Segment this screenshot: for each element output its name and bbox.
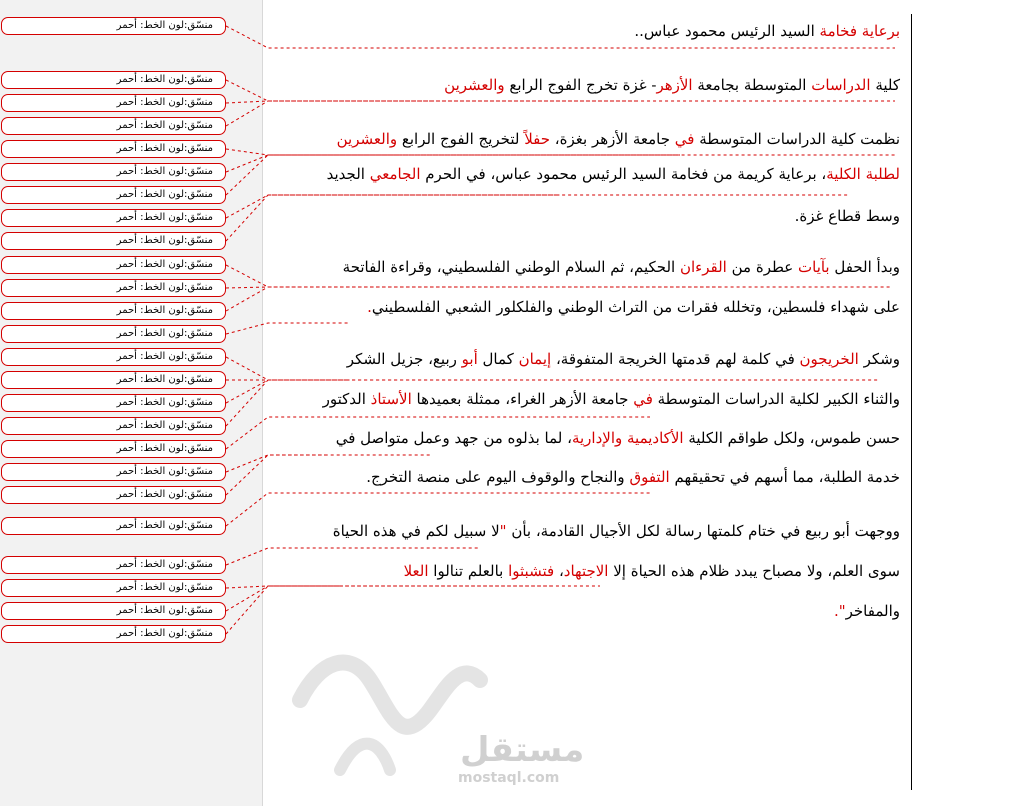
formatted-run: " xyxy=(499,522,507,540)
formatted-run: القرءان xyxy=(680,258,727,276)
format-change-balloon[interactable]: منسّق:لون الخط: أحمر xyxy=(1,463,226,481)
text-run: والمفاخر xyxy=(845,602,900,620)
format-change-balloon[interactable]: منسّق:لون الخط: أحمر xyxy=(1,417,226,435)
formatted-run: الجامعي xyxy=(369,165,421,183)
paragraph-5-line-2 xyxy=(323,390,900,408)
text-run: جامعة الأزهر الغراء، ممثلة بعميدها xyxy=(411,390,634,408)
formatted-run: في xyxy=(674,130,695,148)
paragraph-1-line-1 xyxy=(634,22,900,40)
text-run: كلية xyxy=(870,76,900,94)
paragraph-3-line-3 xyxy=(795,207,900,225)
text-run: نظمت كلية الدراسات المتوسطة xyxy=(694,130,900,148)
formatted-run: الدراسات xyxy=(811,76,871,94)
text-run: ، xyxy=(554,562,564,580)
text-run: لا سبيل لكم في هذه الحياة xyxy=(332,522,500,540)
formatted-run: أبو xyxy=(461,350,478,368)
format-change-balloon[interactable]: منسّق:لون الخط: أحمر xyxy=(1,486,226,504)
text-run: والنجاح والوقوف اليوم على منصة التخرج. xyxy=(366,468,630,486)
text-run: - غزة تخرج الفوج الرابع xyxy=(504,76,657,94)
paragraph-5-line-1 xyxy=(347,350,900,368)
paragraph-5-line-3 xyxy=(336,429,900,447)
format-change-balloon[interactable]: منسّق:لون الخط: أحمر xyxy=(1,256,226,274)
formatted-run: إيمان xyxy=(518,350,552,368)
formatted-run: بآيات xyxy=(798,258,830,276)
paragraph-6-line-3 xyxy=(834,602,900,620)
watermark-arabic: مستقل xyxy=(460,730,585,770)
formatted-run: لطلبة الكلية xyxy=(826,165,900,183)
text-run: جامعة الأزهر بغزة، xyxy=(550,130,675,148)
paragraph-4-line-1 xyxy=(343,258,900,276)
format-change-balloon[interactable]: منسّق:لون الخط: أحمر xyxy=(1,94,226,112)
text-run: ، لما بذلوه من جهد وعمل متواصل في xyxy=(335,429,572,447)
paragraph-3-line-1 xyxy=(337,130,900,148)
paragraph-3-line-2 xyxy=(327,165,900,183)
text-run: في كلمة لهم قدمتها الخريجة المتفوقة، xyxy=(551,350,800,368)
text-run: لتخريج الفوج الرابع xyxy=(397,130,525,148)
formatted-run: فتشبثوا xyxy=(508,562,555,580)
formatted-run: . xyxy=(367,298,372,316)
text-run: ربيع، جزيل الشكر xyxy=(346,350,462,368)
formatted-run: ". xyxy=(833,602,846,620)
format-change-balloon[interactable]: منسّق:لون الخط: أحمر xyxy=(1,140,226,158)
text-run: الدكتور xyxy=(322,390,371,408)
formatted-run: والعشرين xyxy=(444,76,505,94)
text-run: بالعلم تنالوا xyxy=(428,562,509,580)
text-run: سوى العلم، ولا مصباح يبدد ظلام هذه الحياة إلا xyxy=(608,562,900,580)
format-change-balloon[interactable]: منسّق:لون الخط: أحمر xyxy=(1,602,226,620)
text-run: ووجهت أبو ربيع في ختام كلمتها رسالة لكل الأجيال القادمة، بأن xyxy=(506,522,900,540)
format-change-balloon[interactable]: منسّق:لون الخط: أحمر xyxy=(1,517,226,535)
text-run: ، برعاية كريمة من فخامة السيد الرئيس محمود عباس، في الحرم xyxy=(420,165,827,183)
format-change-balloon[interactable]: منسّق:لون الخط: أحمر xyxy=(1,279,226,297)
formatted-run: برعاية فخامة xyxy=(819,22,900,40)
text-run: خدمة الطلبة، مما أسهم في تحقيقهم xyxy=(669,468,900,486)
format-change-balloon[interactable]: منسّق:لون الخط: أحمر xyxy=(1,348,226,366)
watermark-latin: mostaql.com xyxy=(458,770,560,786)
format-change-balloon[interactable]: منسّق:لون الخط: أحمر xyxy=(1,71,226,89)
watermark xyxy=(280,620,600,800)
format-change-balloon[interactable]: منسّق:لون الخط: أحمر xyxy=(1,556,226,574)
format-change-balloon[interactable]: منسّق:لون الخط: أحمر xyxy=(1,232,226,250)
formatted-run: الاجتهاد xyxy=(563,562,609,580)
format-change-balloon[interactable]: منسّق:لون الخط: أحمر xyxy=(1,394,226,412)
text-run: حسن طموس، ولكل طواقم الكلية xyxy=(683,429,900,447)
format-change-balloon[interactable]: منسّق:لون الخط: أحمر xyxy=(1,625,226,643)
text-run: كمال xyxy=(477,350,519,368)
text-run: عطرة من xyxy=(726,258,798,276)
text-run: وبدأ الحفل xyxy=(829,258,900,276)
formatted-run: حفلاً xyxy=(524,130,551,148)
format-change-balloon[interactable]: منسّق:لون الخط: أحمر xyxy=(1,325,226,343)
formatted-run: الأستاذ xyxy=(370,390,412,408)
format-change-balloon[interactable]: منسّق:لون الخط: أحمر xyxy=(1,371,226,389)
formatted-run: الأزهر xyxy=(656,76,693,94)
text-run: والثناء الكبير لكلية الدراسات المتوسطة xyxy=(652,390,900,408)
format-change-balloon[interactable]: منسّق:لون الخط: أحمر xyxy=(1,186,226,204)
paragraph-2-line-1 xyxy=(444,76,900,94)
text-run: على شهداء فلسطين، وتخلله فقرات من التراث الوطني والفلكلور الشعبي الفلسطيني xyxy=(371,298,900,316)
paragraph-6-line-1 xyxy=(333,522,900,540)
formatted-run: الأكاديمية والإدارية xyxy=(571,429,684,447)
format-change-balloon[interactable]: منسّق:لون الخط: أحمر xyxy=(1,117,226,135)
formatted-run: والعشرين xyxy=(336,130,398,148)
formatted-run: العلا xyxy=(403,562,429,580)
paragraph-6-line-2 xyxy=(404,562,900,580)
paragraph-5-line-4 xyxy=(366,468,900,486)
text-run: الحكيم، ثم السلام الوطني الفلسطيني، وقراءة الفاتحة xyxy=(342,258,680,276)
format-change-balloon[interactable]: منسّق:لون الخط: أحمر xyxy=(1,163,226,181)
page-right-border xyxy=(911,14,912,790)
text-run: المتوسطة بجامعة xyxy=(692,76,812,94)
formatted-run: في xyxy=(633,390,653,408)
format-change-balloon[interactable]: منسّق:لون الخط: أحمر xyxy=(1,579,226,597)
text-run: السيد الرئيس محمود عباس.. xyxy=(634,22,820,40)
formatted-run: الخريجون xyxy=(799,350,859,368)
paragraph-4-line-2 xyxy=(367,298,900,316)
format-change-balloon[interactable]: منسّق:لون الخط: أحمر xyxy=(1,17,226,35)
text-run: وشكر xyxy=(858,350,900,368)
format-change-balloon[interactable]: منسّق:لون الخط: أحمر xyxy=(1,440,226,458)
text-run: وسط قطاع غزة. xyxy=(794,207,900,225)
format-change-balloon[interactable]: منسّق:لون الخط: أحمر xyxy=(1,302,226,320)
text-run: الجديد xyxy=(326,165,370,183)
format-change-balloon[interactable]: منسّق:لون الخط: أحمر xyxy=(1,209,226,227)
formatted-run: التفوق xyxy=(629,468,670,486)
